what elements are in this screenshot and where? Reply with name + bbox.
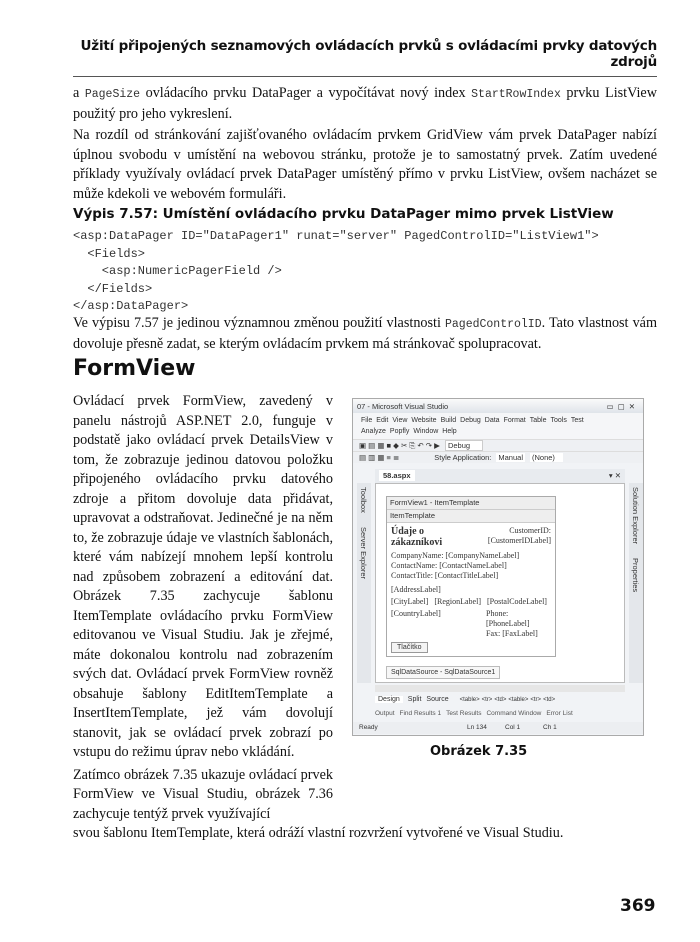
properties-tab[interactable]: Properties [631, 558, 640, 593]
doc-tabs [375, 469, 625, 483]
status-ch: Ch 1 [543, 724, 557, 731]
solution-explorer-tab[interactable]: Solution Explorer [631, 487, 640, 545]
label: [PostalCodeLabel] [486, 597, 547, 606]
paragraph-last: svou šablonu ItemTemplate, která odráží vlastní rozvržení vytvořené ve Visual Studiu. [73, 825, 564, 841]
toolbar-2 [353, 451, 643, 463]
view-bar [375, 694, 625, 705]
window-controls-icon: ▭▢✕ [606, 401, 639, 411]
tag-crumb[interactable]: <tr> [530, 696, 542, 703]
text: ovládacího prvku DataPager a vypočítávat nový index [140, 85, 472, 101]
menu-view[interactable]: View [392, 417, 408, 424]
menu-popfly[interactable]: Popfly [389, 428, 410, 435]
section-heading: FormView [73, 356, 196, 381]
running-header: Užití připojených seznamových ovládacích prvků s ovládacími prvky datových zdrojů [73, 38, 657, 77]
text: . Tato vlastnost vám dovoluje přesně zadat, se kterým ovládacím prvkem má stránkovač spolupracovat. [73, 315, 657, 352]
menu-build[interactable]: Build [440, 417, 457, 424]
menu-data[interactable]: Data [484, 417, 500, 424]
tag-crumb[interactable]: <td> [494, 696, 507, 703]
menu-edit[interactable]: Edit [376, 417, 389, 424]
page-number: 369 [620, 896, 656, 916]
menu-debug[interactable]: Debug [460, 417, 481, 424]
close-icon[interactable]: ▾ ✕ [608, 471, 621, 480]
menu-bar [353, 413, 643, 439]
label: [RegionLabel] [434, 597, 481, 606]
test-results-tab[interactable]: Test Results [446, 710, 482, 717]
label: [CustomerIDLabel] [487, 536, 551, 545]
label: Fax: [FaxLabel] [486, 629, 538, 638]
menu-website[interactable]: Website [411, 417, 437, 424]
title-bar [353, 399, 643, 413]
label: [CountryLabel] [391, 609, 441, 618]
listing-title: Výpis 7.57: Umístění ovládacího prvku DataPager mimo prvek ListView [73, 206, 614, 222]
design-view-tab[interactable]: Design [375, 696, 403, 703]
horizontal-scrollbar[interactable] [375, 685, 625, 692]
bottom-tabs [375, 708, 637, 719]
status-line: Ln 134 [467, 724, 487, 731]
output-tab[interactable]: Output [375, 710, 395, 717]
tag-crumb[interactable]: <table> [459, 696, 480, 703]
right-panel [629, 483, 643, 683]
label: CompanyName: [CompanyNameLabel] [391, 551, 520, 560]
toolbar-icons[interactable]: ▣ ▤ ▦ ■ ◆ ✂ ⎘ ↶ ↷ ▶ [359, 440, 440, 450]
figure-caption: Obrázek 7.35 [430, 744, 528, 759]
tag-crumb[interactable]: <table> [508, 696, 529, 703]
label: [PhoneLabel] [486, 619, 530, 628]
menu-test[interactable]: Test [570, 417, 584, 424]
code-inline: StartRowIndex [471, 88, 561, 101]
tag-crumb[interactable]: <tr> [481, 696, 493, 703]
error-list-tab[interactable]: Error List [546, 710, 573, 717]
code-inline: PagedControlID [444, 318, 542, 331]
template-content [387, 523, 555, 656]
toolbar-1 [353, 439, 643, 451]
menu-tools[interactable]: Tools [550, 417, 567, 424]
template-button[interactable]: Tlačítko [391, 642, 428, 653]
style-select[interactable]: Manual [498, 453, 523, 462]
left-panel [357, 483, 371, 683]
find-results-tab[interactable]: Find Results 1 [399, 710, 442, 717]
paragraph-3 [73, 314, 657, 354]
paragraph: Ovládací prvek FormView, zavedený v panelu nástrojů ASP.NET 2.0, funguje v podstatě jako ovládací prvek DetailsView v tom, že zobrazuje jedinou datovou položku připojeného ovládacího prvku datového zdroje a přitom dovoluje data přidávat, upravovat a odstraňovat. Jedinečné je na něm to, že zobrazuje údaje ve vlastních šablonách, které vám nabízejí mnohem lepší kontrolu nad způsobem zobrazení a editování dat. Obrázek 7.35 zachycuje šablonu ItemTemplate ovládacího prvku FormView editovanou ve Visual Studiu. Jak je zřejmé, máte dokonalou kontrolu nad zobrazením svých dat. Ovládací prvek FormView rovněž obsahuje šablony EditItemTemplate a InsertItemTemplate, jež vám dovolují stanovit, jak se ovládací prvek zobrazí po vstupu do režimu úprav nebo vkládání. [73, 393, 333, 760]
tab-58-aspx[interactable]: 58.aspx [379, 470, 415, 481]
paragraph: Zatímco obrázek 7.35 ukazuje ovládací prvek FormView ve Visual Studiu, obrázek 7.36 zachycuje tentýž prvek využívající [73, 766, 333, 822]
text: a [73, 85, 85, 101]
status-col: Col 1 [505, 724, 521, 731]
server-explorer-tab[interactable]: Server Explorer [359, 526, 368, 579]
menu-window[interactable]: Window [413, 428, 439, 435]
menu-format[interactable]: Format [503, 417, 526, 424]
toolbar-icons[interactable]: ▤ ▥ ▦ ≡ ≣ [359, 453, 400, 462]
menu-help[interactable]: Help [442, 428, 457, 435]
label: ContactTitle: [ContactTitleLabel] [391, 571, 499, 580]
formview [386, 496, 556, 657]
menu-file[interactable]: File [361, 417, 373, 424]
status-bar [353, 722, 643, 734]
menu-table[interactable]: Table [529, 417, 547, 424]
left-column [73, 392, 333, 824]
datasource-control[interactable]: SqlDataSource - SqlDataSource1 [386, 666, 500, 679]
paragraph-2: Na rozdíl od stránkování zajišťovaného ovládacím prvkem GridView vám prvek DataPager nabízí úplnou svobodu v umístění na webovou stránku, protože je to samostatný prvek. Zatím uvedené příklady využívaly ovládací prvek DataPager umístěný přímo v prvku ListView, ovšem nacházet se může kdekoli ve webovém formuláři. [73, 127, 657, 202]
label: Phone: [486, 609, 509, 618]
window-title: 07 - Microsoft Visual Studio [357, 401, 449, 411]
command-window-tab[interactable]: Command Window [486, 710, 542, 717]
label: [AddressLabel] [391, 585, 441, 594]
code-inline: PageSize [84, 88, 141, 101]
menu-analyze[interactable]: Analyze [361, 428, 386, 435]
formview-title: FormView1 - ItemTemplate [387, 497, 555, 510]
heading: Údaje o zákazníkovi [391, 526, 443, 548]
figure-screenshot [352, 398, 644, 736]
label: ContactName: [ContactNameLabel] [391, 561, 507, 570]
split-view-tab[interactable]: Split [407, 696, 422, 703]
status-ready: Ready [359, 724, 378, 731]
toolbox-tab[interactable]: Toolbox [359, 487, 368, 513]
text: prvku ListView použitý pro jeho vykreslení. [73, 85, 657, 122]
label: CustomerID: [509, 526, 551, 535]
paragraph-1 [73, 84, 657, 124]
code-listing: <asp:DataPager ID="DataPager1" runat="server" PagedControlID="ListView1"> <Fields> <asp:NumericPagerField /> </Fields> </asp:DataPager> [73, 229, 599, 313]
style-label: Style Application: [434, 453, 492, 462]
label: [CityLabel] [391, 597, 429, 606]
target-select[interactable]: (None) [530, 453, 563, 462]
text: Ve výpisu 7.57 je jedinou významnou změnou použití vlastnosti [73, 315, 445, 331]
item-template-label: ItemTemplate [387, 510, 555, 523]
config-select[interactable]: Debug [445, 440, 483, 451]
tag-crumb[interactable]: <td> [543, 696, 556, 703]
source-view-tab[interactable]: Source [426, 696, 449, 703]
design-surface [375, 483, 625, 683]
